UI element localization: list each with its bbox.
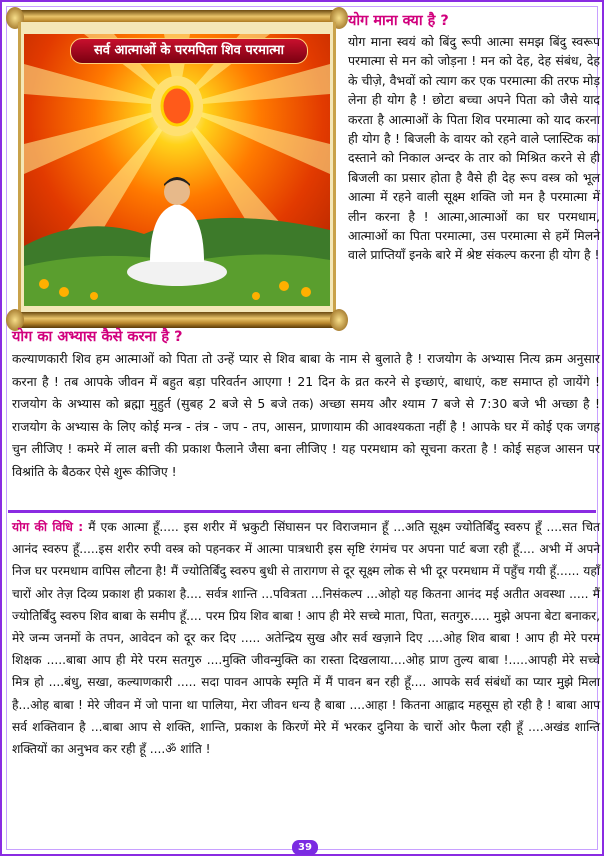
heading-what-is-yoga: योग माना क्या है ? [348,13,449,29]
paragraph-what-is-yoga: योग माना स्वयं को बिंदु रूपी आत्मा समझ बिंदु स्वरूप परमात्मा से मन को जोड़ना ! मन को देह, देह संबंध, देह के चीज़े, वैभवों को त्याग कर एक परमात्मा की तरफ मोड़ लेना ही योग है ! छोटा बच्चा अपने पिता को जैसे याद करता है आत्माओं के पिता शिव परमात्मा को याद करना ही योग है ! बिजली के वायर को रहने वाले प्लास्टिक का दस्ताने को निकाल अन्दर के तार को मिश्रित करने से ही बिजली का प्रसार होता है वैसे ही देह रूप वस्त्र को भूल आत्मा में रहने वाली सूक्ष्म शक्ति जो मन है परमात्मा में लीन करना है ! आत्मा,आत्माओं का घर परमधाम, आत्माओं का पिता परमात्मा, उस परमात्मा से हमें मिलने वाले प्राप्तियाँ इनके बारे में श्रेष्ट संकल्प करना ही योग है ! [348,34,600,263]
section-yoga-method [12,516,600,760]
scene-graphic [24,34,330,306]
paragraph-how-to-practice: कल्याणकारी शिव हम आत्माओं को पिता तो उन्हें प्यार से शिव बाबा के नाम से बुलाते है ! राजयोग के अभ्यास नित्य क्रम अनुसार करना है ! तब आपके जीवन में बहुत बड़ा परिवर्तन आएगा ! 21 दिन के व्रत करने से इच्छाएं, बाधाएं, कष्ट समाप्त हो जायेंगे ! राजयोग के अभ्यास को ब्रह्मा मुहुर्त (सुबह 2 बजे से 5 बजे तक) अच्छा समय और श्याम 7 बजे से 7:30 बजे भी अच्छा है ! राजयोग के अभ्यास के लिए कोई मन्त्र - तंत्र - जप - तप, आसन, प्राणायाम की आवश्यकता नहीं है ! आपके घर में कोई एक जगह चुन लीजिए ! कमरे में लाल बत्ती की प्रकाश फैलाने जैसा बना लीजिए ! यह परमधाम को सूचना करता है ! कोई सहज आसन पर विश्रांति के बैठकर ऐसे शुरू कीजिए ! [12,351,600,479]
image-title-banner: सर्व आत्माओं के परमपिता शिव परमात्मा [70,38,308,64]
jyoti-bindu-icon [162,87,192,125]
page-number-badge: 39 [292,840,318,855]
meditation-scene-image [24,34,330,306]
label-yoga-method: योग की विधि : [12,520,84,534]
section-what-is-yoga [348,10,600,265]
heading-how-to-practice: योग का अभ्यास कैसे करना है ? [12,329,183,345]
section-how-to-practice [12,326,600,484]
text-yoga-method: मैं एक आत्मा हूँ..... इस शरीर में भ्रकुटी सिंघासन पर विराजमान हूँ ...अति सूक्ष्म ज्योतिर्बिंदु स्वरुप हूँ ....सत चित आनंद स्वरुप हूँ.....इस शरीर रुपी वस्त्र को पहनकर में आत्मा पात्रधारी इस सृष्टि रंगमंच पर अपना पार्ट बजा रही हूँ.... अभी में अपने निज घर परमधाम वापिस लौटना है! मैं ज्योतिर्बिंदु स्वरुप बुधी से तारागण से दूर सूक्ष्म लोक से भी दूर परमधाम में पहुँच गयी हूँ...... यहाँ चारों ओर तेज़ दिव्य प्रकाश ही प्रकाश है.... सर्वत्र शान्ति ...पवित्रता ...निसंकल्प ...ओहो यह कितना आनंद मई अतीत अवस्था ..... मैं ज्योतिर्बिंदु स्वरुप शिव बाबा के समीप हूँ.... परम प्रिय शिव बाबा ! आप ही मेरे सच्चे माता, पिता, सतगुरु..... मुझे अपना बेटा बनाकर, मेरे जन्म जनमों के तपन, आवेदन को दूर कर दिए ..... अतेन्द्रिय सुख और सर्व खज़ाने दिए ....ओह शिव बाबा ! आप ही मेरे परम शिक्षक .....बाबा आप ही मेरे परम सतगुरु ....मुक्ति जीवन्मुक्ति का रास्ता दिखलाया....ओह प्राण तुल्य बाबा !.....आपही मेरे सच्चे मित्र हो ....बंधु, सखा, कल्याणकारी ..... सदा पावन आपके स्मृति में मैं पावन बन रही हूँ.... आपके सर्व संबंधों का प्यार मुझे मिला है...ओह बाबा ! मेरे जीवन में जो पाना था पालिया, मेरा जीवन धन्य है बाबा ....आहा ! कितना आह्लाद महसूस हो रही है ! बाबा आप सर्व शक्तिवान है ...बाबा आप से शक्ति, शान्ति, प्रकाश के किरणें मेरे में भरकर दुनिया के चारों ओर फैला रही हूँ ....अखंड शान्ति शक्तियों का अनुभव कर रही हूँ ....ॐ शांति ! [12,520,601,757]
paragraph-yoga-method [12,516,600,760]
section-divider [8,510,596,513]
scroll-illustration [10,10,344,328]
